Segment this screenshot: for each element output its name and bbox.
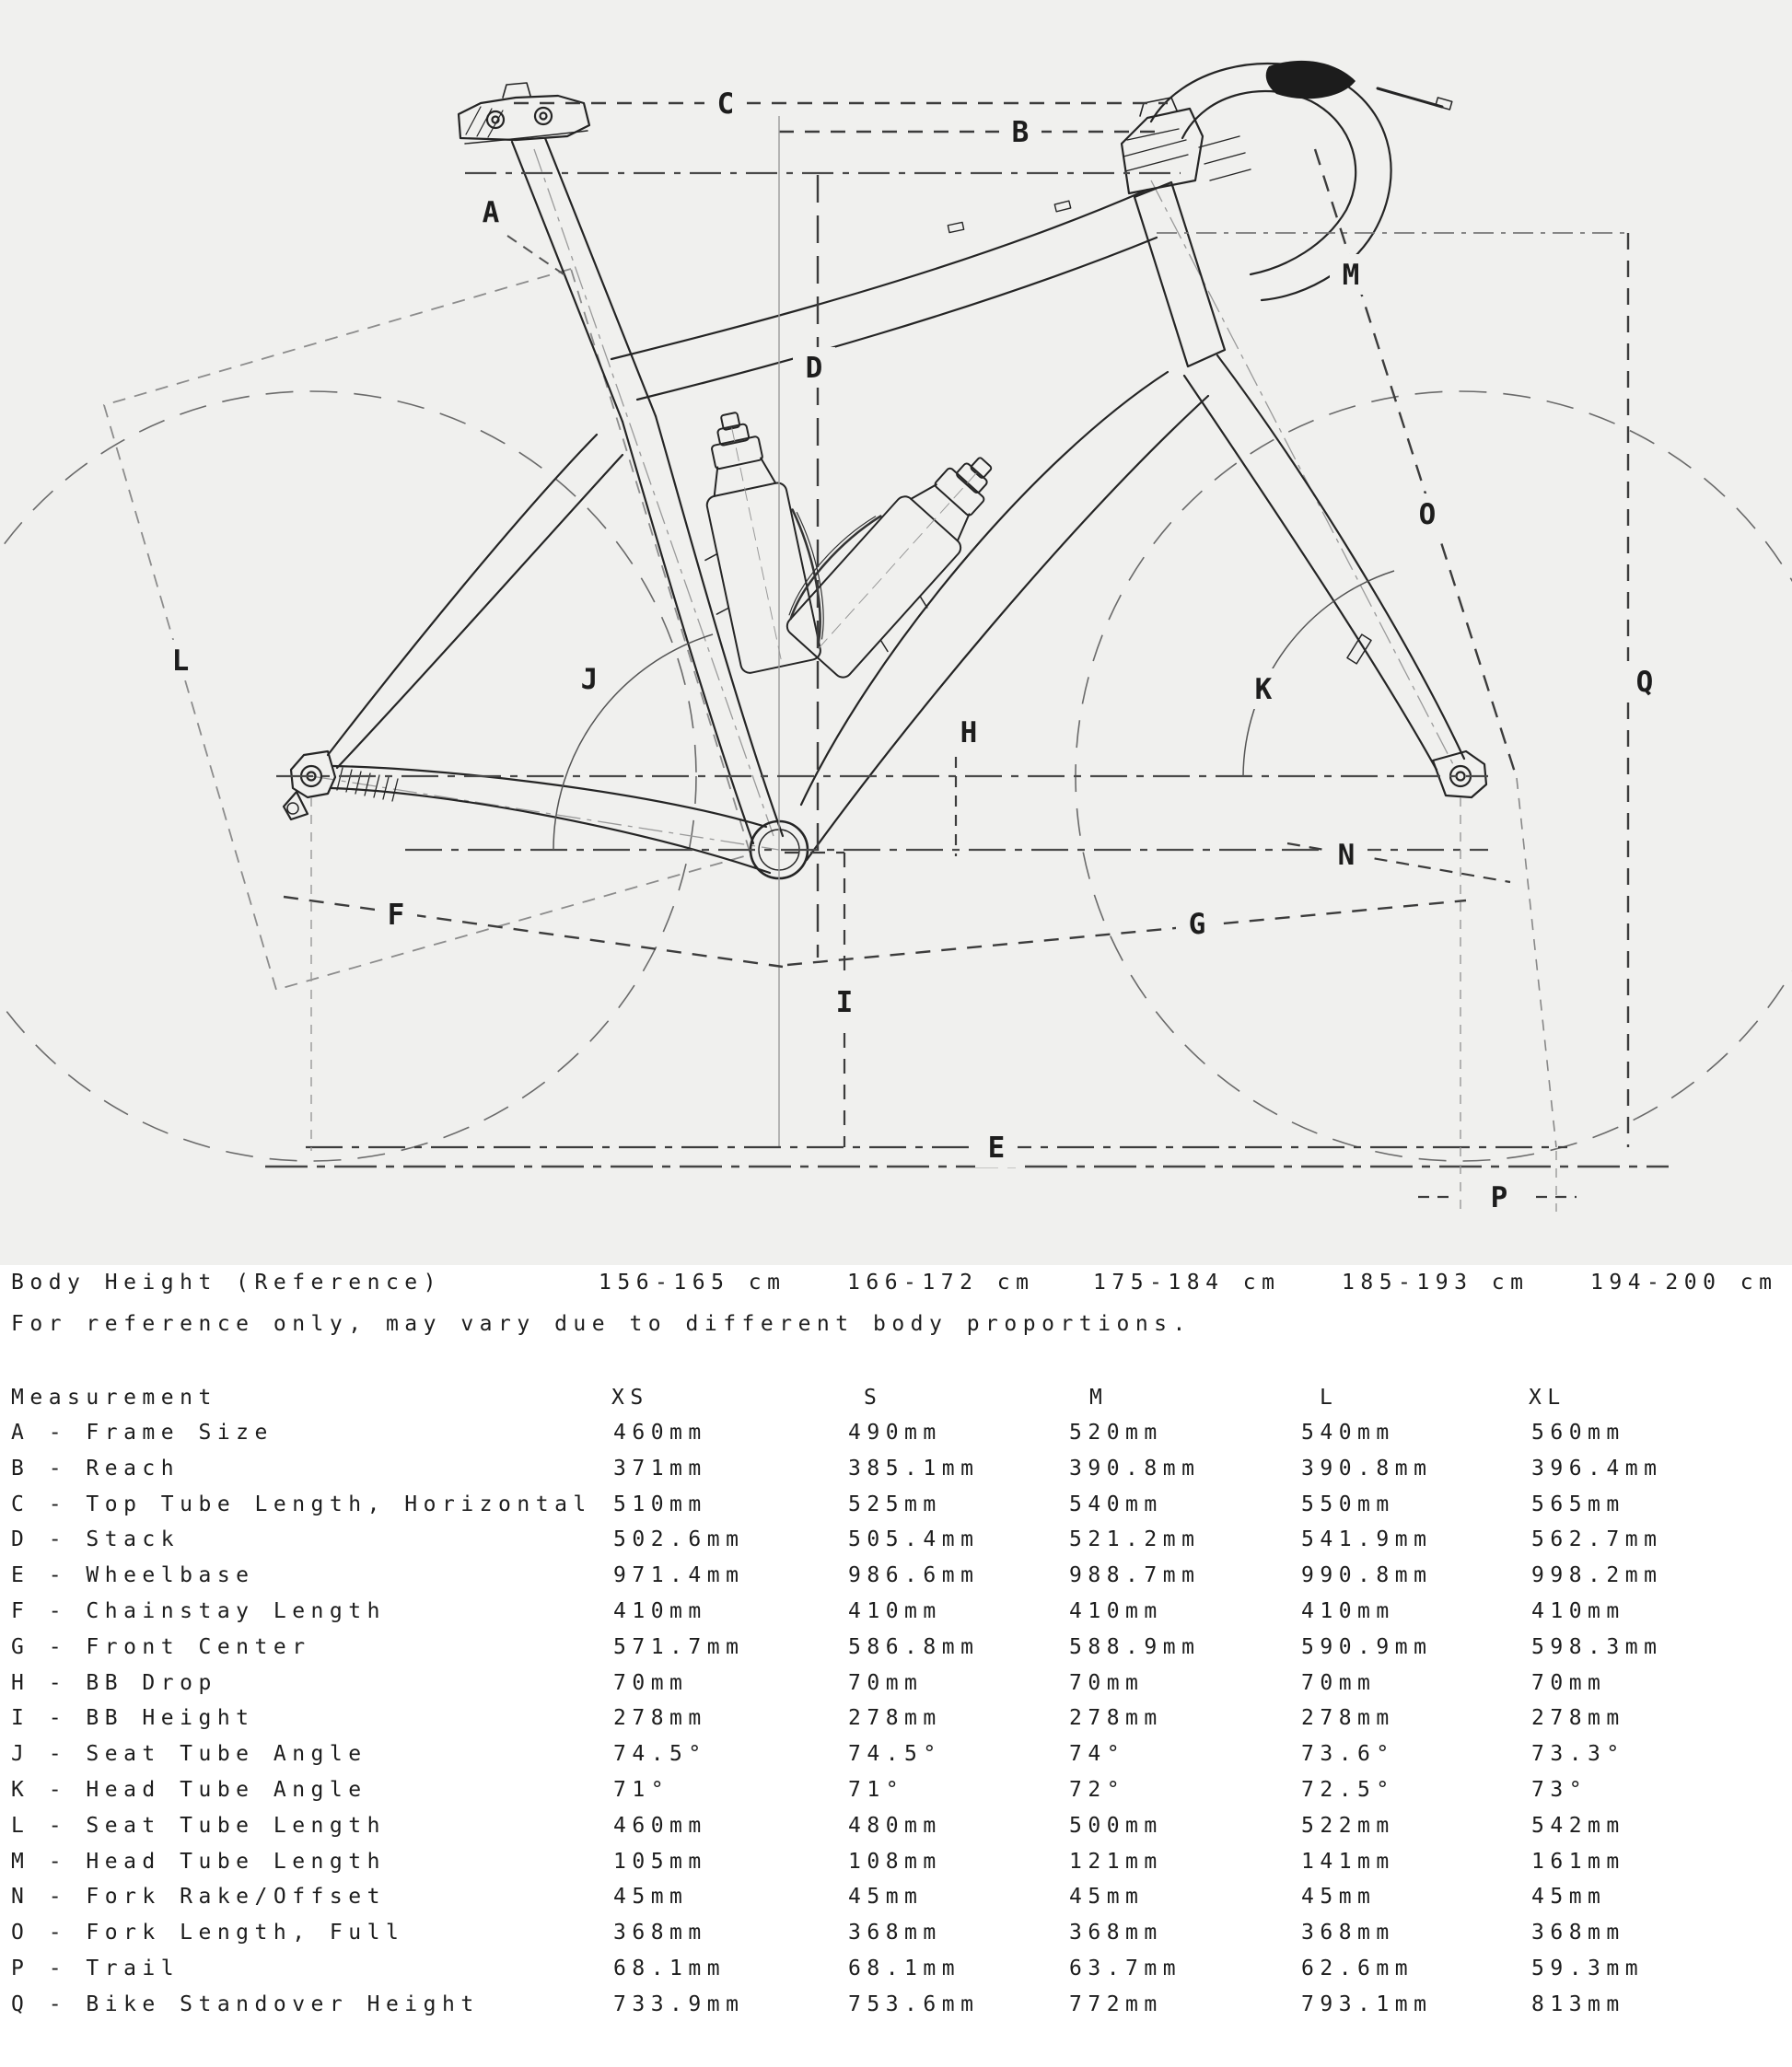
measurement-value: 70mm xyxy=(848,1670,924,1695)
measurement-row xyxy=(0,1563,1792,1595)
measurement-value: 410mm xyxy=(1301,1599,1395,1623)
measurement-value: 540mm xyxy=(1069,1492,1163,1516)
measurement-value: 278mm xyxy=(848,1706,942,1731)
measurement-row xyxy=(0,1885,1792,1916)
dimension-label-B: B xyxy=(1011,116,1030,149)
dimension-label-J: J xyxy=(580,663,599,696)
measurement-value: 70mm xyxy=(1531,1670,1607,1695)
measurement-label: N - Fork Rake/Offset xyxy=(11,1885,386,1910)
measurement-value: 390.8mm xyxy=(1301,1456,1433,1481)
measurement-value: 368mm xyxy=(613,1921,707,1945)
measurement-value: 480mm xyxy=(848,1813,942,1838)
measurement-value: 161mm xyxy=(1531,1849,1625,1874)
seatpost xyxy=(512,138,656,422)
dim-trail-axis xyxy=(1517,778,1556,1147)
measurement-value: 368mm xyxy=(1301,1921,1395,1945)
dimension-letter-labels xyxy=(159,83,1666,1217)
measurement-value: 590.9mm xyxy=(1301,1634,1433,1659)
measurement-row xyxy=(0,1527,1792,1559)
measurement-value: 45mm xyxy=(848,1885,924,1910)
saddle-clamp xyxy=(459,83,589,144)
size-header: S xyxy=(864,1386,883,1410)
measurement-value: 410mm xyxy=(1069,1599,1163,1623)
measurement-value: 565mm xyxy=(1531,1492,1625,1516)
measurement-value: 385.1mm xyxy=(848,1456,980,1481)
measurement-label: Q - Bike Standover Height xyxy=(11,1992,480,2016)
measurement-row xyxy=(0,1671,1792,1702)
measurement-value: 772mm xyxy=(1069,1992,1163,2016)
measurement-value: 45mm xyxy=(1069,1885,1145,1910)
dim-G-line xyxy=(787,900,1466,965)
dim-MO-axis xyxy=(1315,149,1517,778)
body-height-value: 175-184 cm xyxy=(1093,1271,1281,1295)
size-header: M xyxy=(1089,1386,1109,1410)
measurement-value: 753.6mm xyxy=(848,1992,980,2016)
dimension-label-I: I xyxy=(835,986,854,1019)
measurement-value: 68.1mm xyxy=(613,1957,727,1980)
measurement-value: 525mm xyxy=(848,1492,942,1516)
table-header-row xyxy=(0,1386,1792,1417)
measurement-value: 522mm xyxy=(1301,1813,1395,1838)
dim-A-leader xyxy=(507,236,569,278)
measurement-value: 71° xyxy=(613,1778,670,1802)
centerlines xyxy=(311,149,1455,850)
measurement-label: J - Seat Tube Angle xyxy=(11,1742,367,1767)
measurement-value: 74° xyxy=(1069,1742,1126,1767)
measurement-value: 813mm xyxy=(1531,1992,1625,2016)
body-height-value: 185-193 cm xyxy=(1342,1271,1530,1295)
measurement-label: K - Head Tube Angle xyxy=(11,1778,367,1802)
size-header: XS xyxy=(611,1386,649,1410)
measurement-value: 371mm xyxy=(613,1456,707,1481)
measurement-row xyxy=(0,1492,1792,1524)
dimension-label-G: G xyxy=(1188,908,1206,941)
measurement-row xyxy=(0,1635,1792,1666)
measurement-label: P - Trail xyxy=(11,1957,180,1980)
measurement-row xyxy=(0,1814,1792,1845)
measurement-value: 410mm xyxy=(1531,1599,1625,1623)
dimension-label-Q: Q xyxy=(1635,666,1654,699)
seat-stays xyxy=(328,435,623,768)
measurement-label: L - Seat Tube Length xyxy=(11,1813,386,1838)
body-height-label: Body Height (Reference) xyxy=(11,1271,442,1295)
measurement-value: 45mm xyxy=(1301,1885,1377,1910)
measurement-value: 278mm xyxy=(1531,1706,1625,1731)
measurement-label: F - Chainstay Length xyxy=(11,1599,386,1623)
measurement-value: 571.7mm xyxy=(613,1634,745,1659)
top-tube xyxy=(611,190,1157,400)
size-header: L xyxy=(1320,1386,1339,1410)
measurement-value: 520mm xyxy=(1069,1421,1163,1445)
measurement-value: 510mm xyxy=(613,1492,707,1516)
measurement-row xyxy=(0,1742,1792,1773)
measurement-value: 278mm xyxy=(1301,1706,1395,1731)
measurement-row xyxy=(0,1421,1792,1452)
measurement-row xyxy=(0,1957,1792,1988)
measurement-row xyxy=(0,1921,1792,1952)
measurement-value: 368mm xyxy=(848,1921,942,1945)
measurement-value: 505.4mm xyxy=(848,1527,980,1552)
measurement-value: 70mm xyxy=(1301,1670,1377,1695)
measurement-value: 62.6mm xyxy=(1301,1957,1414,1980)
measurement-value: 368mm xyxy=(1069,1921,1163,1945)
fork xyxy=(1184,355,1464,770)
measurement-value: 562.7mm xyxy=(1531,1527,1663,1552)
front-dropout xyxy=(1433,751,1486,797)
dimension-label-D: D xyxy=(805,352,823,385)
seat-tube xyxy=(623,416,783,843)
measurement-value: 72° xyxy=(1069,1778,1126,1802)
measurement-value: 990.8mm xyxy=(1301,1563,1433,1588)
measurement-row xyxy=(0,1457,1792,1488)
dimension-label-F: F xyxy=(387,899,405,932)
measurement-value: 74.5° xyxy=(613,1742,707,1767)
measurement-value: 971.4mm xyxy=(613,1563,745,1588)
measurement-value: 70mm xyxy=(1069,1670,1145,1695)
measurement-label: B - Reach xyxy=(11,1456,180,1481)
measurement-value: 586.8mm xyxy=(848,1634,980,1659)
measurement-value: 71° xyxy=(848,1778,905,1802)
measurement-value: 521.2mm xyxy=(1069,1527,1201,1552)
down-tube xyxy=(801,372,1208,860)
measurement-value: 45mm xyxy=(613,1885,689,1910)
measurement-value: 540mm xyxy=(1301,1421,1395,1445)
measurement-value: 500mm xyxy=(1069,1813,1163,1838)
measurement-label: C - Top Tube Length, Horizontal xyxy=(11,1492,592,1516)
body-height-value: 166-172 cm xyxy=(847,1271,1035,1295)
dimension-label-M: M xyxy=(1342,259,1360,292)
measurement-row xyxy=(0,1706,1792,1737)
stem-spacers xyxy=(1122,98,1203,193)
rear-dropout xyxy=(284,751,335,819)
measurement-value: 278mm xyxy=(1069,1706,1163,1731)
measurement-value: 278mm xyxy=(613,1706,707,1731)
dimension-label-L: L xyxy=(171,644,190,678)
measurement-value: 68.1mm xyxy=(848,1957,961,1980)
dimension-lines xyxy=(265,103,1669,1212)
dimension-label-N: N xyxy=(1337,839,1356,872)
bike-frame-art xyxy=(284,61,1486,878)
measurement-value: 73° xyxy=(1531,1778,1588,1802)
measurement-value: 121mm xyxy=(1069,1849,1163,1874)
measurement-value: 390.8mm xyxy=(1069,1456,1201,1481)
body-height-value: 156-165 cm xyxy=(599,1271,786,1295)
measurement-value: 73.6° xyxy=(1301,1742,1395,1767)
measurement-value: 998.2mm xyxy=(1531,1563,1663,1588)
measurement-value: 542mm xyxy=(1531,1813,1625,1838)
measurement-value: 108mm xyxy=(848,1849,942,1874)
measurement-label: A - Frame Size xyxy=(11,1421,273,1445)
measurement-value: 541.9mm xyxy=(1301,1527,1433,1552)
measurement-value: 70mm xyxy=(613,1670,689,1695)
dimension-label-O: O xyxy=(1418,498,1437,531)
measurement-value: 72.5° xyxy=(1301,1778,1395,1802)
measurement-label: E - Wheelbase xyxy=(11,1563,255,1588)
measurement-label: H - BB Drop xyxy=(11,1670,217,1695)
measurement-value: 73.3° xyxy=(1531,1742,1625,1767)
body-height-note: For reference only, may vary due to different body proportions. xyxy=(11,1312,1192,1336)
measurement-value: 588.9mm xyxy=(1069,1634,1201,1659)
measurement-value: 460mm xyxy=(613,1813,707,1838)
measurement-value: 59.3mm xyxy=(1531,1957,1645,1980)
measurement-value: 490mm xyxy=(848,1421,942,1445)
measurement-value: 368mm xyxy=(1531,1921,1625,1945)
measurement-label: M - Head Tube Length xyxy=(11,1849,386,1874)
body-height-value: 194-200 cm xyxy=(1590,1271,1778,1295)
dimension-label-P: P xyxy=(1490,1181,1508,1214)
measurement-value: 105mm xyxy=(613,1849,707,1874)
measurement-value: 793.1mm xyxy=(1301,1992,1433,2016)
dimension-label-A: A xyxy=(482,196,500,229)
measurement-value: 986.6mm xyxy=(848,1563,980,1588)
measurement-label: I - BB Height xyxy=(11,1706,255,1731)
measurement-value: 74.5° xyxy=(848,1742,942,1767)
dimension-label-C: C xyxy=(716,87,735,121)
measurement-header: Measurement xyxy=(11,1386,217,1410)
measurement-value: 988.7mm xyxy=(1069,1563,1201,1588)
geometry-table xyxy=(0,1265,1792,2067)
measurement-value: 410mm xyxy=(613,1599,707,1623)
measurement-row xyxy=(0,1850,1792,1881)
measurement-value: 45mm xyxy=(1531,1885,1607,1910)
measurement-value: 141mm xyxy=(1301,1849,1395,1874)
measurement-label: G - Front Center xyxy=(11,1634,311,1659)
size-header: XL xyxy=(1529,1386,1566,1410)
measurement-row xyxy=(0,1599,1792,1631)
dimension-label-K: K xyxy=(1254,673,1273,706)
measurement-value: 460mm xyxy=(613,1421,707,1445)
measurement-value: 502.6mm xyxy=(613,1527,745,1552)
bottle-seat-tube xyxy=(677,402,835,677)
measurement-value: 410mm xyxy=(848,1599,942,1623)
measurement-value: 550mm xyxy=(1301,1492,1395,1516)
measurement-row xyxy=(0,1778,1792,1809)
measurement-value: 560mm xyxy=(1531,1421,1625,1445)
measurement-value: 63.7mm xyxy=(1069,1957,1182,1980)
measurement-label: D - Stack xyxy=(11,1527,180,1552)
measurement-value: 598.3mm xyxy=(1531,1634,1663,1659)
measurement-value: 733.9mm xyxy=(613,1992,745,2016)
dim-F-line xyxy=(284,897,783,967)
measurement-row xyxy=(0,1992,1792,2024)
dimension-label-E: E xyxy=(987,1132,1006,1165)
wheel-circles xyxy=(0,391,1792,1161)
measurement-label: O - Fork Length, Full xyxy=(11,1921,405,1945)
head-tube xyxy=(1135,182,1225,366)
dimension-label-H: H xyxy=(960,716,978,749)
body-height-row xyxy=(0,1271,1792,1302)
measurement-value: 396.4mm xyxy=(1531,1456,1663,1481)
